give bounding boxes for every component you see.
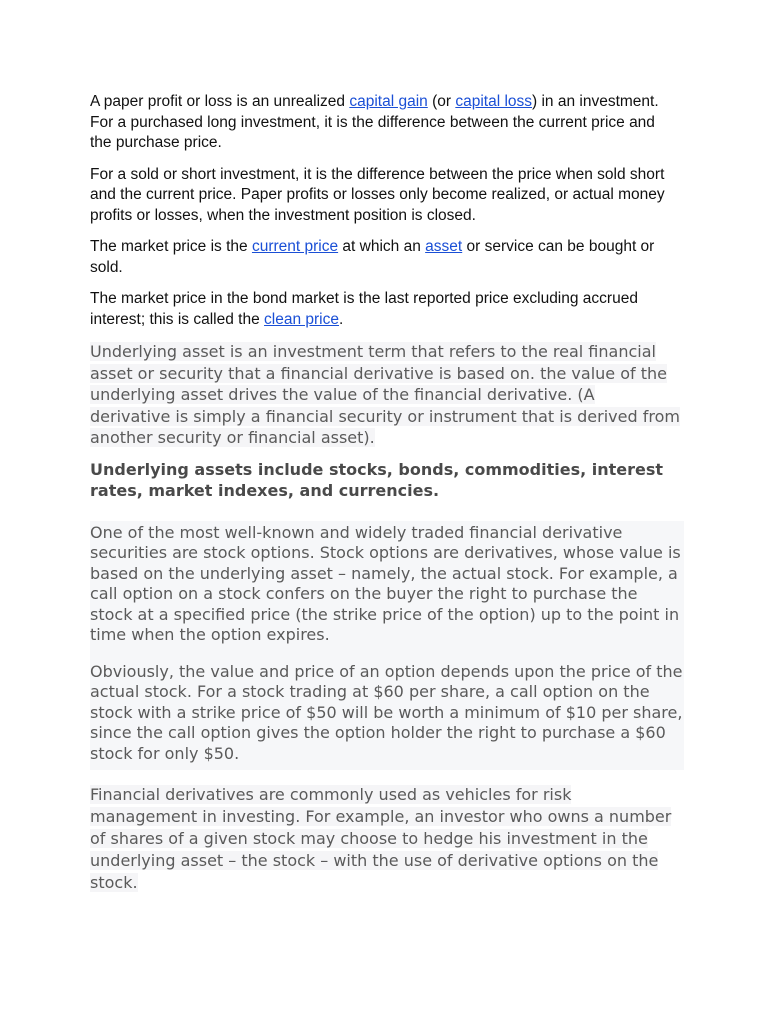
paragraph-bond-market [90,289,680,330]
paragraph-underlying-assets-list: Underlying assets include stocks, bonds, commodities, interest rates, market indexes, and currencies. [90,459,664,500]
paragraph-short-investment: For a sold or short investment, it is the difference between the price when sold short and the current price. Paper profits or losses only become realized, or actual money profits or losses, when the investment position is closed. [90,165,665,224]
text: ) in an investment. For a purchased long investment, it is the difference between the current price and the purchase price. [90,93,659,151]
text: or service can be bought or sold. [90,238,655,276]
link-capital-loss[interactable]: capital loss [455,93,533,110]
text: at which an [338,238,426,255]
paragraph-paper-profit [90,92,680,154]
document-body [90,92,683,904]
link-capital-gain[interactable]: capital gain [349,93,428,110]
link-current-price[interactable]: current price [251,238,339,255]
highlighted-text: Financial derivatives are commonly used as vehicles for risk management in investing. For example, an investor who owns a number of shares of a given stock may choose to hedge his investment in the underlying asset – the stock – with the use of derivative options on the stock. [90,785,672,892]
text: . [339,310,344,328]
link-asset[interactable]: asset [425,238,463,255]
text: The market price is the [90,238,252,255]
text: (or [427,93,456,110]
text: A paper profit or loss is an unrealized [90,93,350,110]
paragraph-market-price [90,237,680,278]
highlighted-text: Underlying asset is an investment term that refers to the real financial asset or security that a financial derivative is based on. the value of the underlying asset drives the value of the financial derivative. (A derivative is simply a financial security or instrument that is derived from another security or financial asset). [90,342,680,447]
paragraph-underlying-asset [90,341,680,449]
paragraph-stock-options: One of the most well-known and widely traded financial derivative securities are stock options. Stock options are derivatives, whose value is based on the underlying asset – namely, the actual stock. For example, a call option on a stock confers on the buyer the right to purchase the stock at a specified price (the strike price of the option) up to the point in time when the option expires. [90,522,681,644]
paragraph-option-value: Obviously, the value and price of an option depends upon the price of the actual stock. For a stock trading at $60 per share, a call option on the stock with a strike price of $50 will be worth a minimum of $10 per share, since the call option gives the option holder the right to purchase a $60 stock for only $50. [90,661,683,763]
paragraph-risk-management [90,784,680,894]
text: The market price in the bond market is the last reported price excluding accrued interest; this is called the [90,290,638,328]
highlight-box [90,521,684,771]
link-clean-price[interactable]: clean price [264,310,339,328]
